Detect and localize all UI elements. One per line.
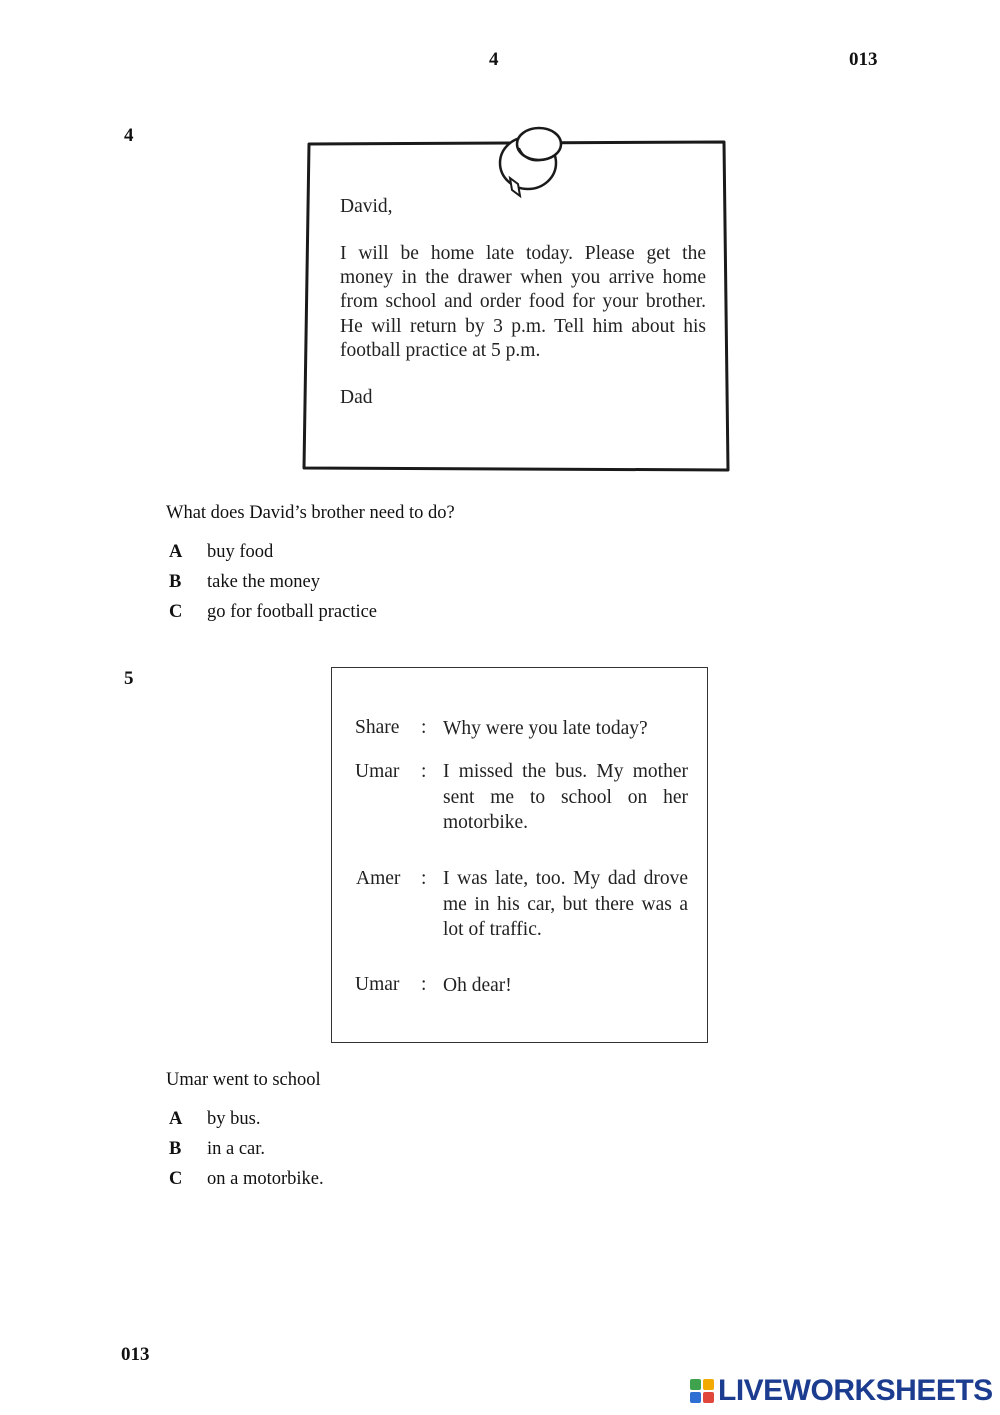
dialogue-speaker: Umar xyxy=(355,761,400,782)
dialogue-colon: : xyxy=(421,868,427,889)
brand-name: LIVEWORKSHEETS xyxy=(718,1374,993,1407)
exam-code-footer: 013 xyxy=(121,1344,150,1365)
dialogue-line: I was late, too. My dad drove me in his car, but there was a lot of traffic. xyxy=(443,868,688,940)
dialogue-colon: : xyxy=(421,974,427,995)
dialogue-line: Oh dear! xyxy=(443,975,512,996)
q5-option-a-letter: A xyxy=(169,1109,183,1129)
q5-option-b[interactable]: in a car. xyxy=(207,1139,266,1159)
dialogue-colon: : xyxy=(421,717,427,738)
dialogue-colon: : xyxy=(421,761,427,782)
q4-option-a-letter: A xyxy=(169,542,183,562)
q4-option-b[interactable]: take the money xyxy=(207,572,321,592)
question-5-number: 5 xyxy=(124,668,134,689)
q4-option-b-letter: B xyxy=(169,572,182,592)
liveworksheets-logo[interactable] xyxy=(690,1374,993,1408)
q4-option-a[interactable]: buy food xyxy=(207,542,274,562)
liveworksheets-logo-icon xyxy=(690,1379,714,1403)
note-signature: Dad xyxy=(340,387,373,408)
exam-code-header: 013 xyxy=(849,49,878,70)
question-4-number: 4 xyxy=(124,125,134,146)
dialogue-line: I missed the bus. My mother sent me to school on her motorbike. xyxy=(443,761,688,833)
q4-option-c-letter: C xyxy=(169,602,183,622)
question-5-text: Umar went to school xyxy=(166,1070,321,1090)
dialogue-speaker: Umar xyxy=(355,974,400,995)
page-number: 4 xyxy=(489,49,499,70)
q4-option-c[interactable]: go for football practice xyxy=(207,602,378,622)
q5-option-c[interactable]: on a motorbike. xyxy=(207,1169,324,1189)
question-4-text: What does David’s brother need to do? xyxy=(166,503,455,523)
dialogue-speaker: Share xyxy=(355,717,400,738)
note-greeting: David, xyxy=(340,196,393,217)
q5-option-c-letter: C xyxy=(169,1169,183,1189)
dialogue-line: Why were you late today? xyxy=(443,718,648,739)
note-body: I will be home late today. Please get the money in the drawer when you arrive home from school and order food for your brother. He will return by 3 p.m. Tell him about his football practice at 5 p.m. xyxy=(340,243,706,361)
q5-option-a[interactable]: by bus. xyxy=(207,1109,261,1129)
dialogue-speaker: Amer xyxy=(356,868,401,889)
q5-option-b-letter: B xyxy=(169,1139,182,1159)
